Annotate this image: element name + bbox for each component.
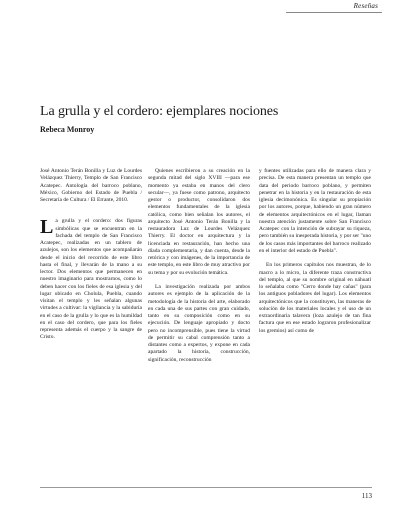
book-reference: José Antonio Terán Bonilla y Luz de Lourdes Velázquez Thierry, Templo de San Francisco Acatepec. Antología del barroco poblano, México, Gobierno del Estado de Puebla / Secretaría de Cultura / El Errante, 2010.	[40, 168, 142, 203]
page-number: 113	[361, 492, 372, 500]
column-3	[259, 168, 371, 342]
footer-rule	[40, 487, 372, 488]
drop-cap: L	[40, 216, 54, 239]
paragraph: En los primeros capítulos nos muestran, de lo macro a lo micro, la diferente traza constructiva del templo, al que su nombre original en náhuatl lo señalaba como "Cerro donde hay cañas" (para los antiguos pobladores del lugar). Los elementos arquitectónicos que la constituyen, las maneras de solución de los materiales locales y el uso de un extraordinaria talavera (loza azulejo de tan fina factura que en ese estado lograron profesionalizar los gremios) así como de	[259, 262, 371, 334]
article-author: Rebeca Monroy	[40, 125, 95, 134]
section-label: Reseñas	[353, 2, 378, 10]
header-rule	[286, 12, 382, 13]
column-2	[148, 168, 250, 371]
article-title: La grulla y el cordero: ejemplares nociones	[40, 104, 279, 120]
paragraph: y fuentes utilizadas para ello de manera clara y precisa. De esta manera presentan un templo que data del periodo barroco poblano, y permiten penetrar en la historia y en la restauración de esta iglesia decimonónica. Es singular su propiación por los autores, porque, habiendo un gran número de elementos arquitectónicos en el lugar, llaman nuestra atención justamente sobre San Francisco Acatepec con la intención de subrayar su riqueza, pero también su inesperada historia, y por ser "uno de los casos más importantes del barroco realizado en el interior del estado de Puebla".	[259, 168, 371, 254]
paragraph: La investigación realizada por ambos autores es ejemplo de la aplicación de la metodología de la historia del arte, elaborado en cada una de sus partes con gran cuidado, tanto en su composición como en su ejecución. De lenguaje apropiado y docto pero no incomprensible, pues tiene la virtud de permitir su cabal comprensión tanto a distantes como a expertos, y expone en cada apartado la historia, construcción, significación, reconstrucción	[148, 284, 250, 363]
paragraph: Quienes escribieron a su creación en la segunda mitad del siglo XVIII —para ese momento ya estaba en manos del clero secular—, ya fuese como patrono, arquitecto gestor o productor, consolidaron dos elementos fundamentales de la iglesia católica, como bien señalan los autores, el arquitecto José Antonio Terán Bonilla y la restauradora Luz de Lourdes Velázquez Thierry. El doctor en arquitectura y la licenciada en restauración, han hecho una díada complementaria, y dan cuenta, desde la retórica y con imágenes, de la importancia de este templo, en este libro de muy atractivo por su tema y por su evolución temática.	[148, 168, 250, 276]
column-1	[40, 168, 142, 349]
paragraph	[40, 218, 142, 341]
paragraph-text: a grulla y el cordero: dos figuras simbólicas que se encuentran en la fachada del templo de San Francisco Acatepec, realizadas en un tablero de azulejos, son los elementos que acompañarán desde el inicio del recorrido de este libro hasta el final, y llevarán de la mano a su lector. Dos elementos que permanecen en nuestro imaginario para mostrarnos, como lo deben hacer con los fieles de esa iglesia y del lugar ubicado en Cholula, Puebla, cuando visitan el templo y les señalan algunas virtudes a cultivar: la vigilancia y la sabiduría en el caso de la grulla y lo que es la humildad en el caso del cordero, que para los fieles representa además el cuerpo y la sangre de Cristo.	[40, 218, 142, 341]
